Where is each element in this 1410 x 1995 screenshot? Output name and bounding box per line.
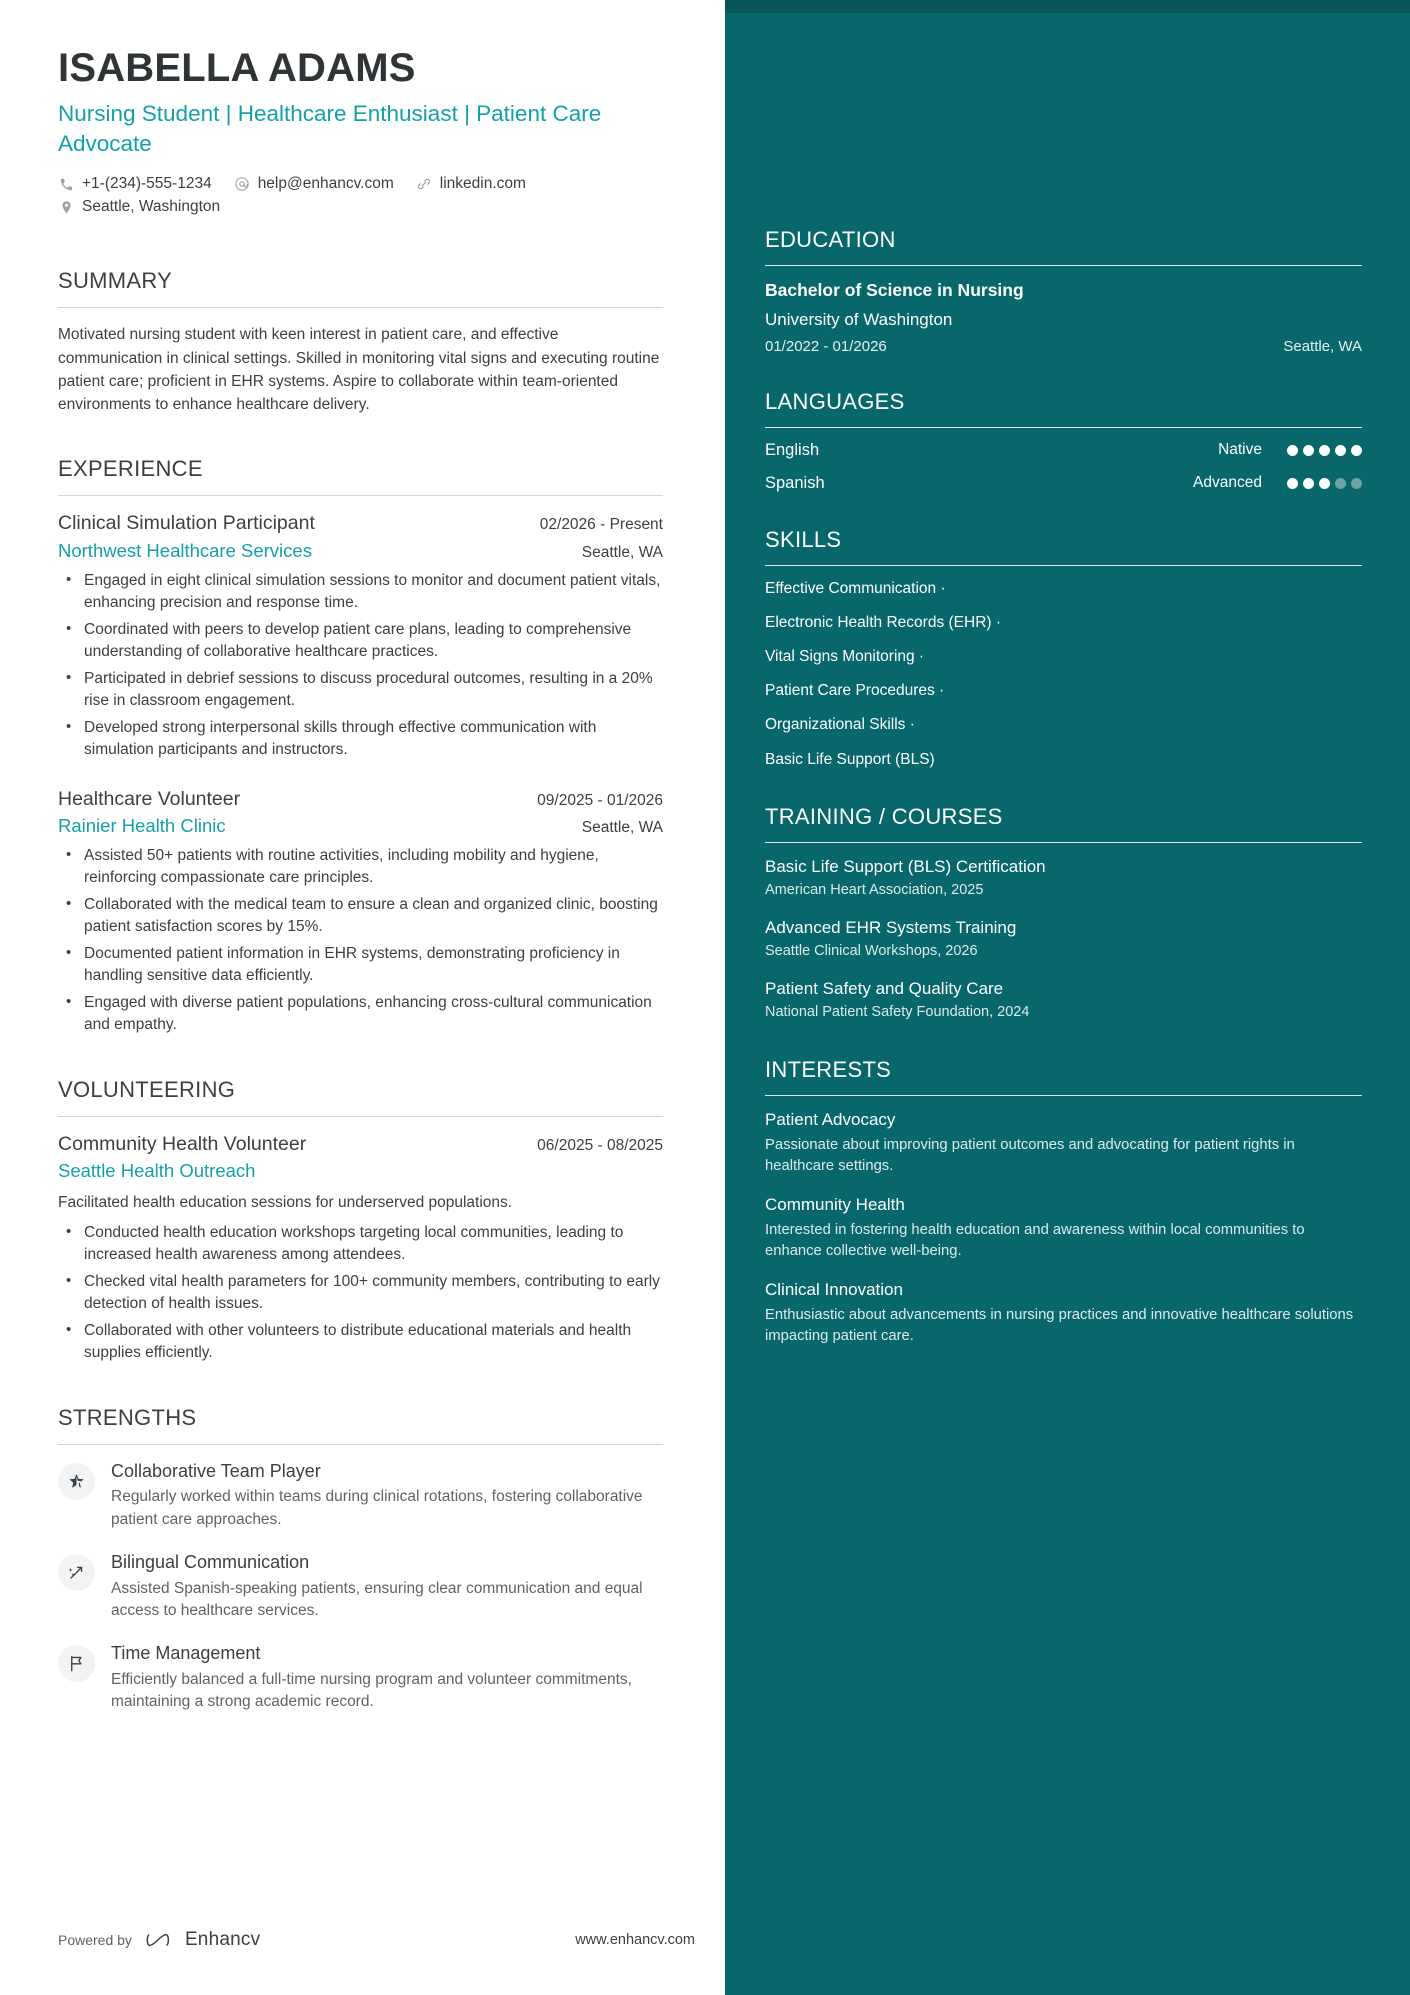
- contact-location: [58, 198, 220, 216]
- rating-dot: [1303, 445, 1314, 456]
- course-item: [765, 917, 1362, 962]
- location-pin-icon: [58, 199, 75, 216]
- job-title: Clinical Simulation Participant: [58, 512, 315, 535]
- interest-desc: Passionate about improving patient outcomes and advocating for patient rights in healthcare settings.: [765, 1136, 1295, 1174]
- rating-dot: [1287, 445, 1298, 456]
- section-title-training: TRAINING / COURSES: [765, 803, 1003, 829]
- section-summary: [58, 268, 663, 416]
- strength-desc: Assisted Spanish-speaking patients, ensuring clear communication and equal access to healthcare services.: [111, 1579, 643, 1619]
- course-org: National Patient Safety Foundation, 2024: [765, 1004, 1030, 1021]
- course-name: Patient Safety and Quality Care: [765, 978, 1004, 998]
- list-item: • Developed strong interpersonal skills through effective communication with simulation participants and instructors.: [80, 717, 663, 762]
- experience-list: [58, 511, 663, 1036]
- email-icon: [234, 176, 251, 193]
- language-name: Spanish: [765, 473, 825, 492]
- language-item: [765, 474, 1362, 493]
- education-meta: [765, 338, 1362, 355]
- job-company: Northwest Healthcare Services: [58, 539, 312, 561]
- rating-dot: [1351, 445, 1362, 456]
- section-title-volunteering: VOLUNTEERING: [58, 1076, 236, 1102]
- interest-desc: Interested in fostering health education and awareness within local communities to enhance collective well-being.: [765, 1221, 1305, 1259]
- rating-dot: [1319, 445, 1330, 456]
- interest-name: Clinical Innovation: [765, 1279, 903, 1299]
- strength-desc: Efficiently balanced a full-time nursing program and volunteer commitments, maintaining a strong academic record.: [111, 1670, 632, 1711]
- course-item: [765, 856, 1362, 901]
- list-item: • Coordinated with peers to develop patient care plans, leading to comprehensive understanding of collaborative healthcare practices.: [80, 619, 663, 664]
- education-item: [765, 279, 1362, 355]
- powered-by-label: Powered by: [58, 1932, 132, 1948]
- contact-line-2: [58, 198, 663, 216]
- interest-name: Patient Advocacy: [765, 1109, 896, 1129]
- job-date: 02/2026 - Present: [539, 516, 663, 534]
- footer: [58, 1929, 695, 1951]
- section-strengths: [58, 1405, 663, 1714]
- contact-email-text: help@enhancv.com: [257, 175, 394, 193]
- page-title: ISABELLA ADAMS: [58, 46, 416, 90]
- rating-dot: [1287, 478, 1298, 489]
- section-education: [765, 227, 1362, 355]
- job-intro: Facilitated health education sessions for underserved populations.: [58, 1194, 513, 1212]
- job-location: Seattle, WA: [581, 818, 663, 836]
- rating-dot: [1319, 478, 1330, 489]
- section-languages: [765, 389, 1362, 493]
- education-date: 01/2022 - 01/2026: [765, 337, 887, 355]
- interest-item: [765, 1109, 1362, 1177]
- list-item: • Collaborated with the medical team to ensure a clean and organized clinic, boosting patient satisfaction scores by 15%.: [80, 894, 663, 939]
- link-icon: [416, 176, 433, 193]
- language-rating-dots: [1278, 445, 1362, 456]
- strength-title: Bilingual Communication: [111, 1552, 310, 1573]
- job-title: Community Health Volunteer: [58, 1132, 307, 1155]
- interest-name: Community Health: [765, 1194, 905, 1214]
- rating-dot: [1303, 478, 1314, 489]
- education-degree: Bachelor of Science in Nursing: [765, 280, 1024, 300]
- contact-block: [58, 175, 663, 216]
- education-location: Seattle, WA: [1283, 337, 1362, 355]
- education-school: University of Washington: [765, 309, 953, 329]
- job-date: 09/2025 - 01/2026: [537, 791, 663, 809]
- section-title-interests: INTERESTS: [765, 1056, 892, 1082]
- strength-item: [58, 1460, 663, 1531]
- language-item: [765, 441, 1362, 460]
- language-name: English: [765, 440, 820, 459]
- job-location: Seattle, WA: [581, 543, 663, 561]
- list-item: • Engaged in eight clinical simulation sessions to monitor and document patient vitals, enhancing precision and response time.: [80, 570, 663, 615]
- interest-item: [765, 1279, 1362, 1347]
- language-rating-dots: [1278, 478, 1362, 489]
- divider: [58, 1444, 663, 1445]
- contact-linkedin-text: linkedin.com: [439, 175, 526, 193]
- course-org: American Heart Association, 2025: [765, 882, 984, 899]
- section-interests: [765, 1057, 1362, 1347]
- strength-item: [58, 1551, 663, 1622]
- divider: [765, 565, 1362, 566]
- list-item: • Conducted health education workshops targeting local communities, leading to increased health awareness among attendees.: [80, 1222, 663, 1267]
- section-title-education: EDUCATION: [765, 227, 896, 252]
- divider: [765, 842, 1362, 843]
- sidebar: [725, 0, 1410, 1995]
- enhancv-wordmark: Enhancv: [184, 1929, 261, 1950]
- section-title-skills: SKILLS: [765, 526, 842, 552]
- list-item: • Engaged with diverse patient populations, enhancing cross-cultural communication and empathy.: [80, 992, 663, 1037]
- list-item: • Collaborated with other volunteers to distribute educational materials and health supplies efficiently.: [80, 1320, 663, 1365]
- section-title-languages: LANGUAGES: [765, 388, 905, 414]
- contact-email[interactable]: [234, 175, 394, 193]
- course-org: Seattle Clinical Workshops, 2026: [765, 943, 978, 960]
- skill-item: Patient Care Procedures ·: [765, 682, 945, 700]
- sparkle-arrow-icon: [58, 1554, 95, 1591]
- strength-item: [58, 1642, 663, 1713]
- section-skills: [765, 527, 1362, 770]
- experience-item: [58, 511, 663, 761]
- job-title: Healthcare Volunteer: [58, 787, 241, 810]
- section-title-summary: SUMMARY: [58, 268, 173, 294]
- divider: [58, 495, 663, 496]
- divider: [58, 1116, 663, 1117]
- skill-item: Electronic Health Records (EHR) ·: [765, 613, 1002, 631]
- job-date: 06/2025 - 08/2025: [537, 1136, 663, 1154]
- skill-item: Vital Signs Monitoring ·: [765, 648, 925, 666]
- divider: [58, 307, 663, 308]
- professional-headline: Nursing Student | Healthcare Enthusiast | Patient Care Advocate: [58, 101, 602, 156]
- section-title-experience: EXPERIENCE: [58, 456, 203, 482]
- strength-title: Time Management: [111, 1643, 261, 1664]
- contact-linkedin[interactable]: [416, 175, 526, 193]
- strength-title: Collaborative Team Player: [111, 1460, 321, 1481]
- rating-dot-empty: [1335, 478, 1346, 489]
- divider: [765, 1095, 1362, 1096]
- enhancv-logo: [145, 1929, 260, 1951]
- experience-item: [58, 787, 663, 1037]
- skill-item: Basic Life Support (BLS): [765, 750, 935, 768]
- list-item: • Participated in debrief sessions to discuss procedural outcomes, resulting in a 20% rise in classroom engagement.: [80, 668, 663, 713]
- divider: [765, 427, 1362, 428]
- section-experience: [58, 456, 663, 1036]
- list-item: • Checked vital health parameters for 100+ community members, contributing to early detection of health issues.: [80, 1271, 663, 1316]
- job-bullets: [58, 1222, 663, 1365]
- language-level: Native: [1218, 441, 1262, 459]
- section-training: [765, 804, 1362, 1023]
- strength-desc: Regularly worked within teams during clinical rotations, fostering collaborative patient care approaches.: [111, 1488, 643, 1528]
- course-item: [765, 978, 1362, 1023]
- job-bullets: [58, 570, 663, 762]
- skill-item: Organizational Skills ·: [765, 716, 915, 734]
- divider: [765, 265, 1362, 266]
- job-bullets: [58, 845, 663, 1037]
- language-level: Advanced: [1193, 474, 1262, 492]
- contact-phone[interactable]: [58, 175, 212, 193]
- job-company: Seattle Health Outreach: [58, 1160, 256, 1181]
- interest-desc: Enthusiastic about advancements in nursing practices and innovative healthcare solutions impacting patient care.: [765, 1306, 1354, 1344]
- footer-website[interactable]: www.enhancv.com: [575, 1932, 695, 1948]
- list-item: • Documented patient information in EHR systems, demonstrating proficiency in handling sensitive data efficiently.: [80, 943, 663, 988]
- volunteering-item: [58, 1132, 663, 1365]
- rating-dot: [1335, 445, 1346, 456]
- contact-phone-text: +1-(234)-555-1234: [82, 175, 212, 193]
- interest-item: [765, 1194, 1362, 1262]
- contact-location-text: Seattle, Washington: [82, 198, 221, 216]
- course-name: Advanced EHR Systems Training: [765, 917, 1017, 937]
- star-icon: [58, 1463, 95, 1500]
- flag-icon: [58, 1645, 95, 1682]
- section-title-strengths: STRENGTHS: [58, 1404, 197, 1430]
- summary-text: Motivated nursing student with keen interest in patient care, and effective communication in clinical settings. Skilled in monitoring vital signs and executing routine patient care; proficient in EHR systems. Aspire to collaborate within team-oriented environments to enhance healthcare delivery.: [58, 326, 660, 414]
- contact-line-1: [58, 175, 663, 193]
- list-item: • Assisted 50+ patients with routine activities, including mobility and hygiene, reinforcing compassionate care principles.: [80, 845, 663, 890]
- skill-item: Effective Communication ·: [765, 579, 946, 597]
- job-company: Rainier Health Clinic: [58, 814, 226, 836]
- powered-by-block: [58, 1929, 260, 1951]
- section-volunteering: [58, 1077, 663, 1365]
- course-name: Basic Life Support (BLS) Certification: [765, 856, 1046, 876]
- rating-dot-empty: [1351, 478, 1362, 489]
- phone-icon: [58, 176, 75, 193]
